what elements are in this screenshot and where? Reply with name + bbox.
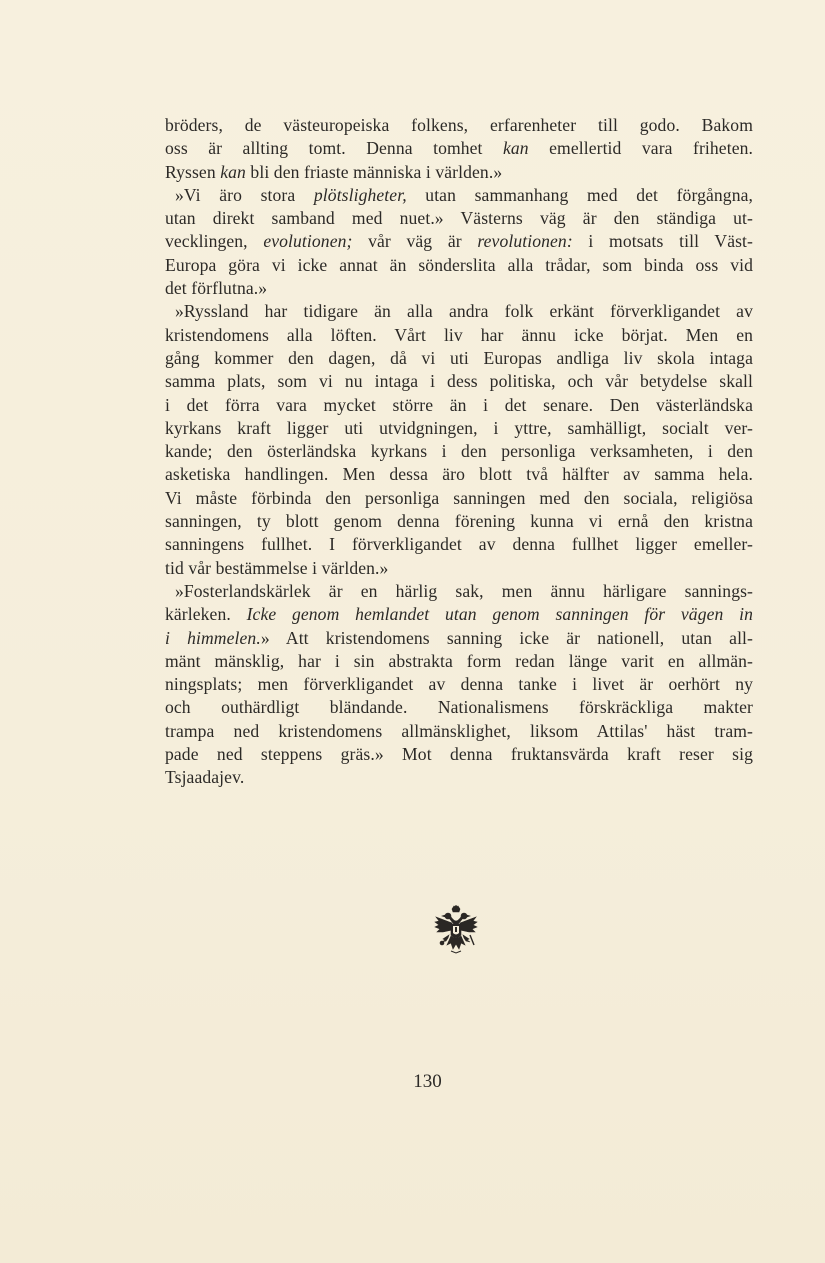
text-line [165,487,753,510]
double-headed-eagle-icon [433,905,479,955]
italic-text: evolutionen; [263,231,353,252]
text-segment: kyrkans kraft ligger uti utvidgningen, i yttre, samhälligt, socialt ver- [165,417,753,438]
text-segment: Vi måste förbinda den personliga sanningen med den sociala, religiösa [165,487,753,508]
text-segment: utan direkt samband med nuet.» Västerns väg är den ständiga ut- [165,208,753,229]
text-segment: i det förra vara mycket större än i det senare. Den västerländska [165,394,753,415]
text-line [165,627,753,650]
italic-text: kan [502,138,529,159]
text-line [165,743,753,766]
text-line [165,417,753,440]
text-line [165,720,753,743]
text-line [165,557,753,580]
text-segment: vecklingen, [165,231,264,252]
text-line [165,324,753,347]
text-segment: Europa göra vi icke annat än sönderslita alla trådar, som binda oss vid [165,254,753,275]
text-segment: emellertid vara friheten. [528,138,753,159]
text-segment: sanningens fullhet. I förverkligandet av denna fullhet ligger emeller- [165,534,753,555]
text-segment: kristendomens alla löften. Vårt liv har ännu icke börjat. Men en [165,324,753,345]
text-segment: utan sammanhang med det förgångna, [406,184,754,205]
text-segment: »Vi äro stora [175,184,314,205]
text-segment: sanningen, ty blott genom denna förening kunna vi ernå den kristna [165,511,753,532]
text-line [165,277,753,300]
text-segment: »Fosterlandskärlek är en härlig sak, men ännu härligare sannings- [175,580,753,601]
text-segment: bröders, de västeuropeiska folkens, erfarenheter till godo. Bakom [165,115,753,135]
text-line [165,394,753,417]
text-segment: pade ned steppens gräs.» Mot denna fruktansvärda kraft reser sig [165,744,753,765]
text-line [165,766,753,789]
text-line [165,347,753,370]
text-line [165,114,753,137]
text-line [165,230,753,253]
text-segment: Ryssen [165,161,221,182]
text-line [165,510,753,533]
body-text [165,114,753,790]
text-segment: bli den friaste människa i världen.» [245,161,503,182]
text-segment: » Att kristendomens sanning icke är nationell, utan all- [260,627,754,648]
text-segment: oss är allting tomt. Denna tomhet [165,138,503,159]
text-segment: och outhärdligt bländande. Nationalismens förskräckliga makter [165,697,753,718]
text-segment: det förflutna.» [165,278,268,299]
text-segment: samma plats, som vi nu intaga i dess politiska, och vår betydelse skall [165,371,753,392]
text-segment: kande; den österländska kyrkans i den personliga verksamheten, i den [165,441,753,462]
text-line [165,673,753,696]
text-segment: gång kommer den dagen, då vi uti Europas andliga liv skola intaga [165,347,753,368]
italic-text: plötsligheter, [313,184,407,205]
text-segment: asketiska handlingen. Men dessa äro blott två hälfter av samma hela. [165,464,753,485]
italic-text: Icke genom hemlandet utan genom sanningen för vägen in [246,604,753,625]
text-line [165,580,753,603]
page-number: 130 [413,1071,442,1092]
text-segment: mänt mänsklig, har i sin abstrakta form redan länge varit en allmän- [165,650,753,671]
text-line [165,207,753,230]
text-line [165,650,753,673]
text-line [165,254,753,277]
text-line [165,137,753,160]
text-segment: »Ryssland har tidigare än alla andra folk erkänt förverkligandet av [175,301,753,322]
italic-text: revolutionen: [477,231,573,252]
text-segment: trampa ned kristendomens allmänsklighet, liksom Attilas' häst tram- [165,720,753,741]
text-line [165,603,753,626]
text-line [165,440,753,463]
text-segment: i motsats till Väst- [572,231,754,252]
text-segment: ningsplats; men förverkligandet av denna tanke i livet är oerhört ny [165,674,753,695]
italic-text: kan [220,161,246,182]
text-line [165,533,753,556]
text-line [165,300,753,323]
text-line [165,463,753,486]
text-segment: Tsjaadajev. [165,767,245,788]
text-segment: kärleken. [165,604,247,625]
italic-text: i himmelen. [165,627,261,648]
text-segment: vår väg är [352,231,478,252]
text-line [165,370,753,393]
text-line [165,696,753,719]
text-line [165,161,753,184]
text-line [165,184,753,207]
text-segment: tid vår bestämmelse i världen.» [165,557,389,578]
